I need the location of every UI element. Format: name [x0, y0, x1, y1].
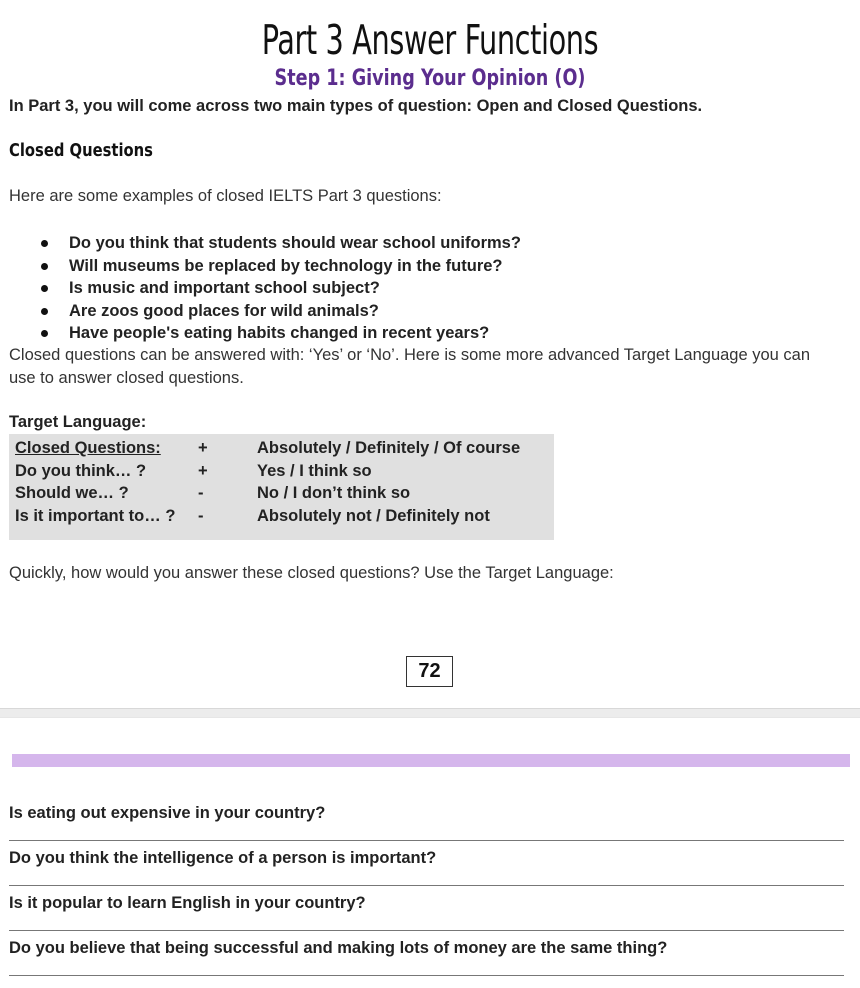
- list-item: Have people's eating habits changed in recent years?: [40, 322, 521, 345]
- table-cell-sign: -: [198, 484, 204, 502]
- target-language-table: [9, 434, 554, 540]
- page-title: Part 3 Answer Functions: [261, 16, 599, 64]
- list-item: Is music and important school subject?: [40, 277, 521, 300]
- practice-question: Is eating out expensive in your country?: [9, 796, 844, 841]
- intro-text: In Part 3, you will come across two main types of question: Open and Closed Questions.: [9, 97, 703, 115]
- table-row: [9, 507, 554, 530]
- practice-question-list: [9, 796, 844, 976]
- table-cell-answer: No / I don’t think so: [257, 484, 411, 502]
- table-cell-sign: -: [198, 507, 204, 525]
- practice-question: Do you believe that being successful and making lots of money are the same thing?: [9, 931, 844, 976]
- examples-intro: Here are some examples of closed IELTS Part 3 questions:: [9, 187, 442, 205]
- practice-question: Do you think the intelligence of a person is important?: [9, 841, 844, 886]
- page-number: 72: [406, 656, 453, 687]
- table-row: [9, 439, 554, 462]
- table-cell-answer: Yes / I think so: [257, 462, 372, 480]
- table-cell-question: Should we… ?: [15, 484, 129, 502]
- list-item: Will museums be replaced by technology in the future?: [40, 255, 521, 278]
- accent-bar: [12, 754, 850, 767]
- example-question-list: [40, 232, 521, 345]
- table-cell-sign: +: [198, 439, 208, 457]
- table-cell-answer: Absolutely not / Definitely not: [257, 507, 490, 525]
- section-heading: Closed Questions: [9, 140, 153, 161]
- page-subtitle: Step 1: Giving Your Opinion (O): [274, 66, 586, 91]
- quick-prompt: Quickly, how would you answer these closed questions? Use the Target Language:: [9, 564, 614, 582]
- table-cell-question: Is it important to… ?: [15, 507, 176, 525]
- list-item: Are zoos good places for wild animals?: [40, 300, 521, 323]
- table-cell-sign: +: [198, 462, 208, 480]
- target-language-heading: Target Language:: [9, 413, 147, 431]
- page-break: [0, 708, 860, 718]
- table-cell-question: Closed Questions:: [15, 439, 161, 457]
- table-cell-question: Do you think… ?: [15, 462, 147, 480]
- practice-question: Is it popular to learn English in your country?: [9, 886, 844, 931]
- table-cell-answer: Absolutely / Definitely / Of course: [257, 439, 521, 457]
- closed-questions-note: Closed questions can be answered with: ‘Yes’ or ‘No’. Here is some more advanced Target Language you can use to answer closed questions.: [9, 346, 811, 387]
- table-row: [9, 484, 554, 507]
- table-row: [9, 462, 554, 485]
- list-item: Do you think that students should wear school uniforms?: [40, 232, 521, 255]
